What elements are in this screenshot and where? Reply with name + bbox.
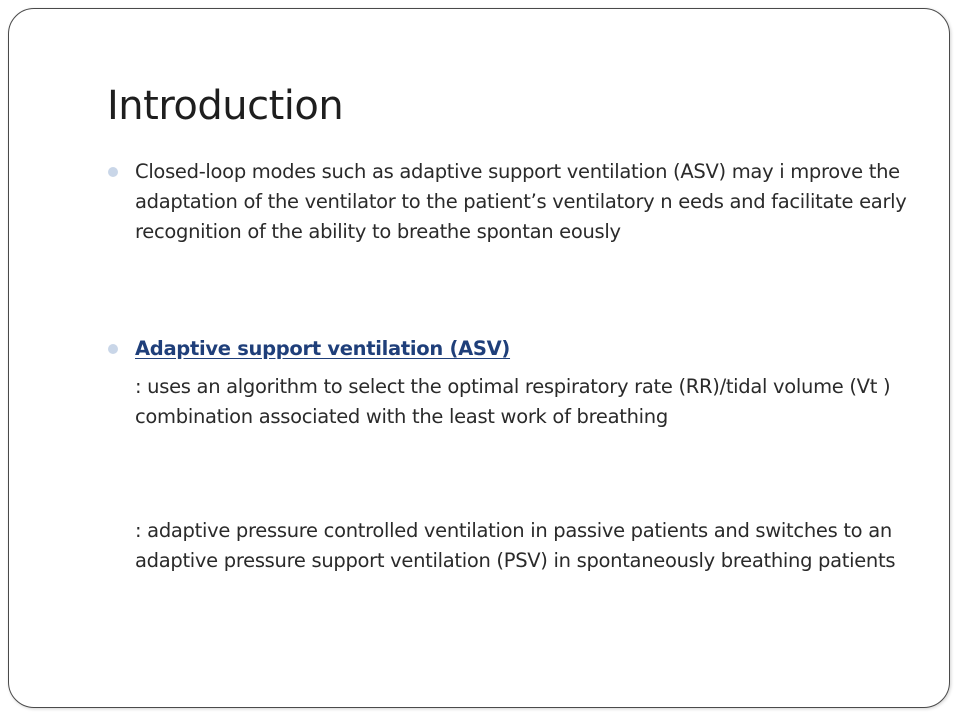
bullet-dot-icon [108, 167, 118, 177]
bullet-item-intro [108, 157, 908, 247]
asv-description-algorithm: : uses an algorithm to select the optimal respiratory rate (RR)/tidal volume (Vt ) combination associated with the least work of breathing [135, 375, 891, 428]
bullet-dot-icon [108, 344, 118, 354]
bullet-item-asv [108, 334, 908, 364]
slide-title: Introduction [107, 83, 344, 129]
bullet-row [108, 157, 908, 247]
asv-description-modes: : adaptive pressure controlled ventilation in passive patients and switches to an adaptive pressure support ventilation (PSV) in spontaneously breathing patients [135, 519, 896, 572]
asv-link[interactable]: Adaptive support ventilation (ASV) [135, 337, 511, 360]
bullet-row [108, 334, 908, 364]
bullet-text: Closed-loop modes such as adaptive support ventilation (ASV) may i mprove the adaptation of the ventilator to the patient’s ventilatory n eeds and facilitate early recognition of the ability to breathe spontan eously [135, 160, 907, 243]
